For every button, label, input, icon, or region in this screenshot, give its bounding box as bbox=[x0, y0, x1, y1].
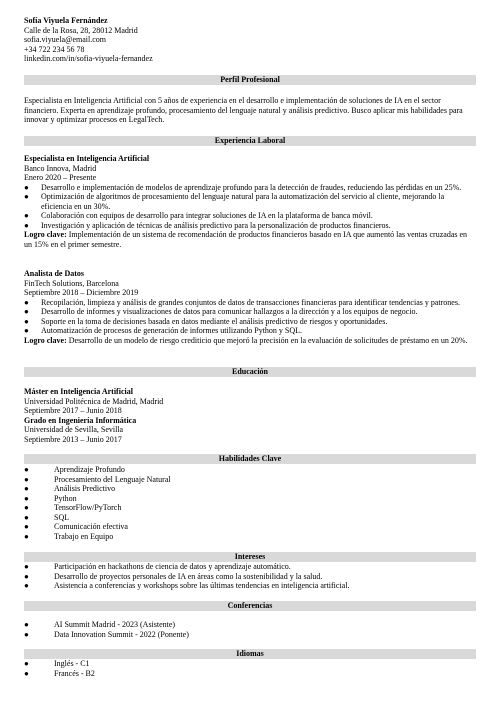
list-item: ● Inglés - C1 bbox=[24, 659, 90, 668]
list-item: ● Comunicación efectiva bbox=[24, 522, 128, 531]
list-item: ● Procesamiento del Lenguaje Natural bbox=[24, 474, 171, 484]
section-header-languages: Idiomas bbox=[24, 649, 476, 659]
job-bullet: ● Desarrollo e implementación de modelos de aprendizaje profundo para la detección de fraudes, reduciendo las pérdidas en un 25%. bbox=[24, 182, 462, 192]
bullet-icon: ● bbox=[24, 522, 29, 531]
list-item: ● TensorFlow/PyTorch bbox=[24, 503, 122, 512]
list-item: ● Trabajo en Equipo bbox=[24, 531, 114, 541]
section-header-interests: Intereses bbox=[24, 552, 476, 562]
list-item: ● Francés - B2 bbox=[24, 668, 95, 678]
bullet-icon: ● bbox=[24, 211, 29, 220]
bullet-icon: ● bbox=[24, 474, 29, 484]
education-dates: Septiembre 2013 – Junio 2017 bbox=[24, 434, 122, 444]
languages-list bbox=[24, 659, 476, 678]
section-header-education: Educación bbox=[24, 367, 476, 377]
bullet-icon: ● bbox=[24, 326, 29, 335]
bullet-icon: ● bbox=[24, 465, 29, 474]
job-title: Especialista en Inteligencia Artificial bbox=[24, 154, 150, 163]
bullet-icon: ● bbox=[24, 484, 29, 493]
education-dates: Septiembre 2017 – Junio 2018 bbox=[24, 406, 122, 415]
bullet-icon: ● bbox=[24, 620, 29, 629]
section-header-profile: Perfil Profesional bbox=[24, 75, 476, 85]
list-item: ● Asistencia a conferencias y workshops sobre las últimas tendencias en inteligencia artificial. bbox=[24, 581, 350, 590]
education-block bbox=[24, 387, 476, 444]
list-item: ● AI Summit Madrid - 2023 (Asistente) bbox=[24, 620, 176, 629]
bullet-icon: ● bbox=[24, 571, 29, 581]
candidate-name: Sofía Viyuela Fernández bbox=[24, 16, 108, 25]
bullet-icon: ● bbox=[24, 562, 29, 571]
degree: Grado en Ingeniería Informática bbox=[24, 415, 137, 425]
address: Calle de la Rosa, 28, 28012 Madrid bbox=[24, 25, 138, 35]
degree: Máster en Inteligencia Artificial bbox=[24, 387, 133, 396]
job-bullet: ● Colaboración con equipos de desarrollo para integrar soluciones de IA en la plataforma de banca móvil. bbox=[24, 211, 373, 220]
list-item: ● Aprendizaje Profundo bbox=[24, 465, 125, 474]
phone: +34 722 234 56 78 bbox=[24, 44, 85, 54]
bullet-icon: ● bbox=[24, 493, 29, 503]
bullet-icon: ● bbox=[24, 659, 29, 668]
bullet-icon: ● bbox=[24, 316, 29, 326]
linkedin: linkedin.com/in/sofia-viyuela-fernandez bbox=[24, 54, 153, 63]
bullet-icon: ● bbox=[24, 629, 29, 639]
bullet-icon: ● bbox=[24, 182, 29, 192]
job-company: FinTech Solutions, Barcelona bbox=[24, 278, 119, 288]
list-item: ● Python bbox=[24, 493, 77, 503]
school: Universidad Politécnica de Madrid, Madrid bbox=[24, 396, 164, 406]
section-header-skills: Habilidades Clave bbox=[24, 454, 476, 464]
job-title: Analista de Datos bbox=[24, 269, 85, 278]
job-bullet: ● Soporte en la toma de decisiones basada en datos mediante el análisis predictivo de riesgos y oportunidades. bbox=[24, 316, 388, 326]
bullet-icon: ● bbox=[24, 307, 29, 316]
list-item: ● Análisis Predictivo bbox=[24, 484, 116, 493]
job-1 bbox=[24, 154, 476, 249]
school: Universidad de Sevilla, Sevilla bbox=[24, 425, 124, 434]
bullet-icon: ● bbox=[24, 220, 29, 230]
job-bullet: ● Automatización de procesos de generación de informes utilizando Python y SQL. bbox=[24, 326, 303, 335]
bullet-icon: ● bbox=[24, 512, 29, 522]
profile-text: Especialista en Inteligencia Artificial con 5 años de experiencia en el desarrollo e implementación de soluciones de IA en el sector financiero. Experta en aprendizaje profundo, procesamiento del lenguaje natural y análisis predictivo. Busco aplicar mis habilidades para innovar y optimizar procesos en LegalTech. bbox=[24, 96, 463, 124]
bullet-icon: ● bbox=[24, 297, 29, 307]
list-item: ● Desarrollo de proyectos personales de IA en áreas como la sostenibilidad y la salud. bbox=[24, 571, 323, 581]
job-bullet: ● Investigación y aplicación de técnicas de análisis predictivo para la personalización de productos financieros. bbox=[24, 220, 391, 230]
job-achievement: Logro clave: Desarrollo de un modelo de riesgo crediticio que mejoró la precisión en la evaluación de solicitudes de préstamo en un 20%. bbox=[24, 335, 468, 345]
profile-summary bbox=[24, 96, 476, 125]
job-bullet: ● Optimización de algoritmos de procesamiento del lenguaje natural para la automatización del servicio al cliente, mejorando la eficiencia en un 30%. bbox=[24, 192, 445, 211]
contact-block bbox=[24, 16, 476, 64]
section-header-experience: Experiencia Laboral bbox=[24, 136, 476, 146]
job-dates: Enero 2020 – Presente bbox=[24, 173, 97, 182]
list-item: ● SQL bbox=[24, 512, 70, 522]
email: sofia.viyuela@email.com bbox=[24, 35, 107, 44]
bullet-icon: ● bbox=[24, 581, 29, 590]
bullet-icon: ● bbox=[24, 192, 29, 201]
bullet-icon: ● bbox=[24, 531, 29, 541]
job-dates: Septiembre 2018 – Diciembre 2019 bbox=[24, 288, 139, 297]
conferences-list bbox=[24, 620, 476, 639]
job-2 bbox=[24, 269, 476, 345]
list-item: ● Participación en hackathons de ciencia de datos y aprendizaje automático. bbox=[24, 562, 291, 571]
job-achievement: Logro clave: Implementación de un sistema de recomendación de productos financieros basado en IA que aumentó las ventas cruzadas en un 15% en el primer semestre. bbox=[24, 230, 468, 249]
job-bullet: ● Recopilación, limpieza y análisis de grandes conjuntos de datos de transacciones financieras para identificar tendencias y patrones. bbox=[24, 297, 460, 307]
bullet-icon: ● bbox=[24, 503, 29, 512]
skills-list bbox=[24, 465, 476, 541]
list-item: ● Data Innovation Summit - 2022 (Ponente) bbox=[24, 629, 189, 639]
section-header-conferences: Conferencias bbox=[24, 601, 476, 611]
job-company: Banco Innova, Madrid bbox=[24, 163, 97, 173]
job-bullet: ● Desarrollo de informes y visualizaciones de datos para comunicar hallazgos a la dirección y a los equipos de negocio. bbox=[24, 307, 418, 316]
interests-list bbox=[24, 562, 476, 591]
bullet-icon: ● bbox=[24, 668, 29, 678]
